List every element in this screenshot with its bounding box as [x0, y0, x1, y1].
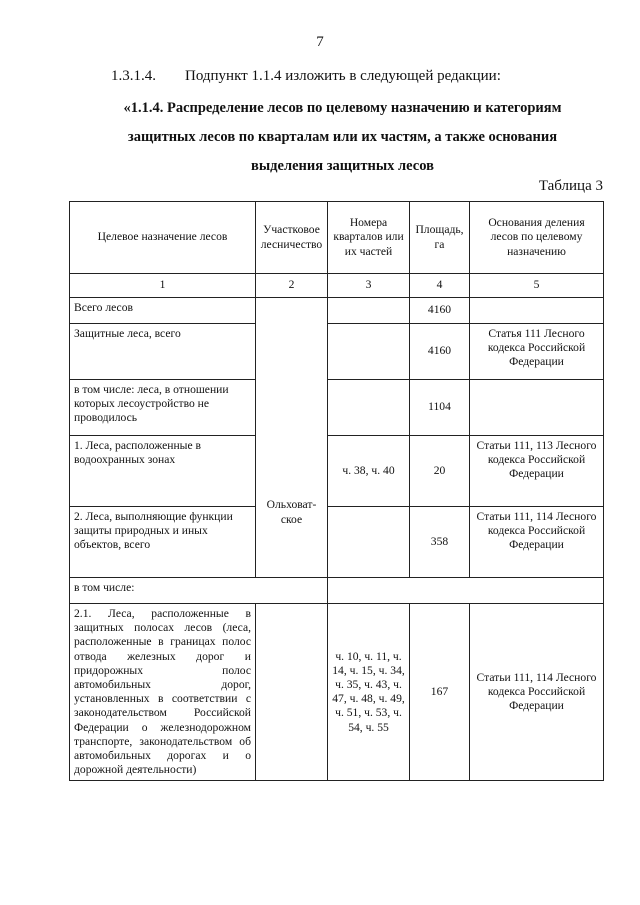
- table-row: [70, 578, 604, 604]
- col-number: 2: [256, 274, 328, 298]
- area-cell: 1104: [410, 380, 470, 436]
- area-cell: 20: [410, 436, 470, 507]
- quarters-cell: [328, 324, 410, 380]
- basis-cell: Статья 111 Лесного кодекса Российской Федерации: [470, 324, 604, 380]
- section-heading: [60, 94, 625, 181]
- col-number: 4: [410, 274, 470, 298]
- quarters-cell: [328, 507, 410, 578]
- purpose-cell: Защитные леса, всего: [70, 324, 256, 380]
- basis-cell: Статьи 111, 114 Лесного кодекса Российской Федерации: [470, 507, 604, 578]
- table-row: [70, 324, 604, 380]
- quarters-cell: [328, 298, 410, 324]
- column-number-row: [70, 274, 604, 298]
- col-number: 5: [470, 274, 604, 298]
- purpose-cell: 2.1. Леса, расположенные в защитных полосах лесов (леса, расположенные в границах полос отвода железных дорог и придорожных полос автомобильных дорог, установленных в соответствии с законодательством Российской Федерации о железнодорожном транспорте, законодательством об автомобильных дорогах и о дорожной деятельности): [70, 604, 256, 781]
- quarters-cell: ч. 38, ч. 40: [328, 436, 410, 507]
- page-number: 7: [316, 34, 324, 50]
- header-district: Участковое лесничество: [256, 202, 328, 274]
- empty-cell: [328, 578, 604, 604]
- area-cell: 167: [410, 604, 470, 781]
- col-number: 1: [70, 274, 256, 298]
- table-row: [70, 436, 604, 507]
- area-cell: 4160: [410, 298, 470, 324]
- table-row: [70, 604, 604, 781]
- heading-line-1: «1.1.4. Распределение лесов по целевому назначению и категориям: [123, 100, 562, 116]
- header-purpose: Целевое назначение лесов: [70, 202, 256, 274]
- table-caption: Таблица 3: [538, 178, 603, 194]
- purpose-cell: в том числе:: [70, 578, 328, 604]
- header-quarters: Номера кварталов или их частей: [328, 202, 410, 274]
- purpose-cell: 1. Леса, расположенные в водоохранных зонах: [70, 436, 256, 507]
- heading-line-2: защитных лесов по кварталам или их частям, а также основания: [127, 129, 558, 145]
- quarters-cell: ч. 10, ч. 11, ч. 14, ч. 15, ч. 34, ч. 35, ч. 43, ч. 47, ч. 48, ч. 49, ч. 51, ч. 53, ч. 54, ч. 55: [328, 604, 410, 781]
- purpose-cell: Всего лесов: [70, 298, 256, 324]
- purpose-cell: в том числе: леса, в отношении которых лесоустройство не проводилось: [70, 380, 256, 436]
- clause-number: 1.3.1.4.: [111, 68, 156, 84]
- purpose-cell: 2. Леса, выполняющие функции защиты природных и иных объектов, всего: [70, 507, 256, 578]
- header-area: Площадь, га: [410, 202, 470, 274]
- clause-line: [111, 68, 501, 85]
- forest-distribution-table: [69, 201, 604, 781]
- basis-cell: [470, 380, 604, 436]
- basis-cell: Статьи 111, 113 Лесного кодекса Российской Федерации: [470, 436, 604, 507]
- area-cell: 4160: [410, 324, 470, 380]
- table-row: [70, 298, 604, 324]
- district-cell: Ольховат-ское: [256, 298, 328, 578]
- district-cell-empty: [256, 604, 328, 781]
- header-basis: Основания деления лесов по целевому назначению: [470, 202, 604, 274]
- table-header-row: [70, 202, 604, 274]
- clause-text: Подпункт 1.1.4 изложить в следующей редакции:: [185, 68, 501, 84]
- table-row: [70, 380, 604, 436]
- area-cell: 358: [410, 507, 470, 578]
- basis-cell: [470, 298, 604, 324]
- heading-line-3: выделения защитных лесов: [251, 158, 434, 174]
- quarters-cell: [328, 380, 410, 436]
- col-number: 3: [328, 274, 410, 298]
- table-row: [70, 507, 604, 578]
- basis-cell: Статьи 111, 114 Лесного кодекса Российской Федерации: [470, 604, 604, 781]
